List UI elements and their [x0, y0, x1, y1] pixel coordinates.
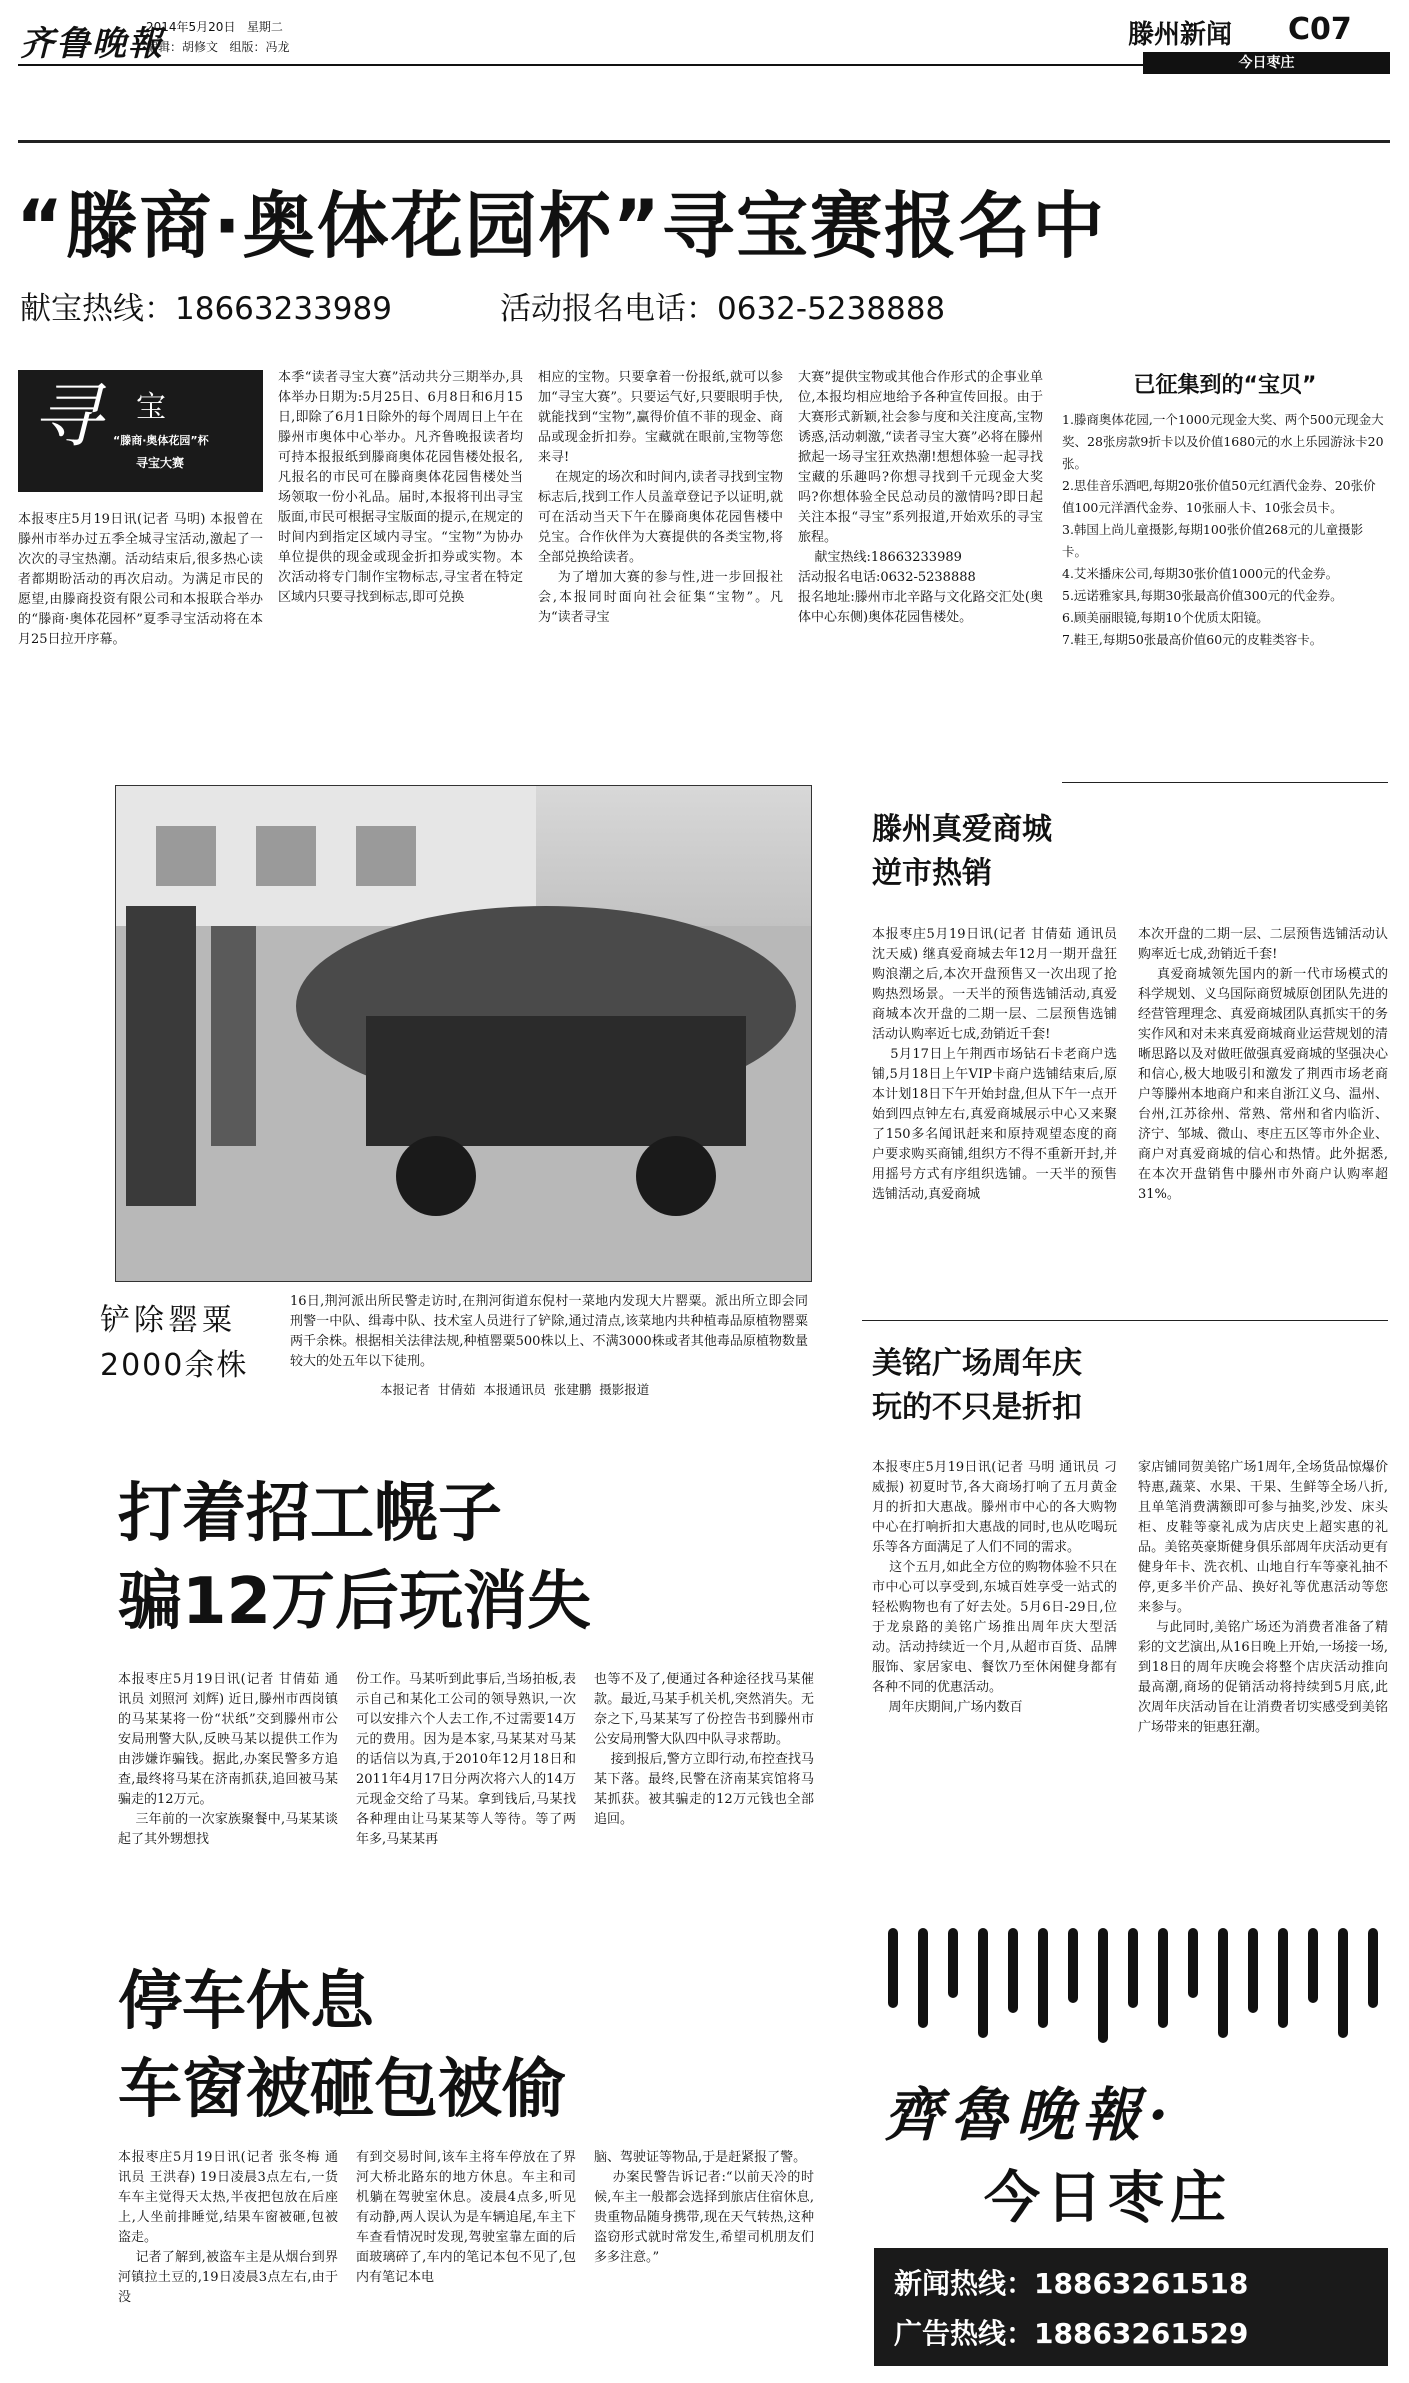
photo-cart [366, 1016, 746, 1146]
prize-list [1062, 368, 1388, 728]
treasure-col-1: 本报枣庄5月19日讯(记者 马明) 本报曾在滕州市举办过五季全城寻宝活动,激起了一次次的寻宝热潮。活动结束后,很多热心读者都期盼活动的再次启动。为满足市民的愿望,由滕商投资有限公司和本报联合举办的“滕商·奥体花园杯”夏季寻宝活动将在本月25日拉开序幕。 [18, 512, 263, 647]
poppy-photo-illustration [116, 786, 811, 1281]
ad-hotline-panel [874, 2248, 1388, 2366]
poppy-title-1: 铲除罂粟 [100, 1303, 236, 1338]
signup-label: 活动报名电话：0632-5238888 [500, 291, 946, 327]
hotline-label: 献宝热线：18663233989 [20, 291, 392, 327]
photo-person [126, 906, 196, 1206]
newspaper-ad [874, 1918, 1388, 2368]
ad-hotline: 广告热线：18863261529 [894, 2317, 1249, 2350]
poppy-credit: 本报记者 甘倩茹 本报通讯员 张建鹏 摄影报道 [380, 1382, 650, 1397]
main-headline: “滕商·奥体花园杯”寻宝赛报名中 [16, 184, 1106, 268]
treasure-col-2: 本季“读者寻宝大赛”活动共分三期举办,具体举办日期为:5月25日、6月8日和6月15日,即除了6月1日除外的每个周周日上午在滕州市奥体中心举办。凡齐鲁晚报读者均可持本报报纸到滕商奥体花园售楼处报名,凡报名的市民可在滕商奥体花园售楼处当场领取一份小礼品。届时,本报将刊出寻宝版面,市民可根据寻宝版面的提示,在规定的时间内到指定区域内寻宝。“宝物”为协办单位提供的现金或现金折扣券或实物。本次活动将专门制作宝物标志,寻宝者在特定区域内只要寻找到标志,即可兑换 [278, 370, 523, 605]
photo-person [211, 926, 256, 1146]
prize-item: 7.鞋王,每期50张最高价值60元的皮鞋类容卡。 [1062, 632, 1323, 647]
jieyue-col-1: 本报枣庄5月19日讯(记者 马明 通讯员 刁威振) 初夏时节,各大商场打响了五月黄金月的折扣大惠战。滕州市中心的各大购物中心在打响折扣大惠战的同时,也从吃喝玩乐等各方面满足了人们不同的需求。 这个五月,如此全方位的购物体验不只在市中心可以享受到,东城百姓享受一站式的轻松购物也有了好去处。5月6日-29日,位于龙泉路的美铭广场推出周年庆大型活动。活动持续近一个月,从超市百货、品牌服饰、家居家电、餐饮乃至休闲健身都有各种不同的优惠活动。 周年庆期间,广场内数百 [872, 1460, 1117, 1715]
prize-item: 4.艾米播床公司,每期30张价值1000元的代金券。 [1062, 566, 1339, 581]
prize-item: 3.韩国上尚儿童摄影,每期100张价值268元的儿童摄影卡。 [1062, 522, 1364, 559]
poppy-photo [115, 785, 812, 1282]
ad-region: 今日枣庄 [984, 2166, 1232, 2231]
mall-title-1: 滕州真爱商城 [872, 812, 1052, 847]
mall-title-2: 逆市热销 [872, 856, 992, 891]
prize-item: 5.远诺雅家具,每期30张最高价值300元的代金券。 [1062, 588, 1343, 603]
jieyue-col-2: 家店铺同贺美铭广场1周年,全场货品惊爆价特惠,蔬菜、水果、干果、生鲜等全场八折,且单笔消费满额即可参与抽奖,沙发、床头柜、皮鞋等豪礼成为店庆史上超实惠的礼品。美铭英豪斯健身俱乐部周年庆活动更有健身年卡、洗衣机、山地自行车等豪礼抽不停,更多半价产品、换好礼等优惠活动等您来参与。 与此同时,美铭广场还为消费者准备了精彩的文艺演出,从16日晚上开始,一场接一场,到18日的周年庆晚会将整个店庆活动推向最高潮,商场的促销活动将持续到5月底,此次周年庆活动旨在让消费者切实感受到美铭广场带来的钜惠狂潮。 [1138, 1460, 1388, 1735]
page-number: C07 [1288, 12, 1352, 47]
poppy-body: 16日,荆河派出所民警走访时,在荆河街道东倪村一菜地内发现大片罂粟。派出所立即会同刑警一中队、缉毒中队、技术室人员进行了铲除,通过清点,该菜地内共种植毒品原植物罂粟两千余株。根据相关法律法规,种植罂粟500株以上、不满3000株或者其他毒品原植物数量较大的处五年以下徒刑。 [290, 1294, 808, 1369]
prize-item: 6.顾美丽眼镜,每期10个优质太阳镜。 [1062, 610, 1269, 625]
section-name: 滕州新闻 [1128, 20, 1233, 50]
cup-name: “滕商·奥体花园”杯 [113, 434, 209, 447]
photo-window [356, 826, 416, 886]
treasure-logo-char: 寻 [32, 375, 102, 457]
treasure-col-4: 大赛”提供宝物或其他合作形式的企事业单位,本报均相应地给予各种宣传回报。由于大赛形式新颖,社会参与度和关注度高,宝物诱惑,活动刺激,“读者寻宝大赛”必将在滕州掀起一场寻宝狂欢热潮!想想体验一起寻找宝藏的乐趣吗?你想寻找到千元现金大奖吗?你想体验全民总动员的激情吗?即日起关注本报“寻宝”系列报道,开始欢乐的寻宝旅程。 献宝热线:18663233989 活动报名电话:0632-5238888 报名地址:滕州市北辛路与文化路交汇处(奥体中心东侧)奥体花园售楼处。 [798, 370, 1043, 625]
jieyue-title-1: 美铭广场周年庆 [872, 1346, 1082, 1381]
fraud-col-1: 本报枣庄5月19日讯(记者 甘倩茹 通讯员 刘照河 刘辉) 近日,滕州市西岗镇的马某某将一份“状纸”交到滕州市公安局刑警大队,反映马某以提供工作为由涉嫌诈骗钱。据此,办案民警多方追查,最终将马某在济南抓获,追回被马某骗走的12万元。 三年前的一次家族聚餐中,马某某谈起了其外甥想找 [118, 1672, 339, 1847]
event-name: 寻宝大赛 [136, 456, 185, 470]
mall-col-1: 本报枣庄5月19日讯(记者 甘倩茹 通讯员 沈天威) 继真爱商城去年12月一期开盘狂购浪潮之后,本次开盘预售又一次出现了抢购热烈场景。一天半的预售选铺活动,真爱商城本次开盘的二期一层、二层预售选铺活动认购率近七成,劲销近千套! 5月17日上午荆西市场钻石卡老商户选铺,5月18日上午VIP卡商户选铺结束后,原本计划18日下午开始封盘,但从下午一点开始到四点钟左右,真爱商城展示中心又来聚了150多名闻讯赶来和原持观望态度的商户要求购买商铺,组织方不得不重新开封,并用摇号方式有序组织选铺。一天半的预售选铺活动,真爱商城 [872, 927, 1117, 1202]
poppy-title-2: 2000余株 [100, 1348, 249, 1383]
parking-col-2: 有到交易时间,该车主将车停放在了界河大桥北路东的地方休息。车主和司机躺在驾驶室休息。凌晨4点多,听见有动静,两人误认为是车辆追尾,车主下车查看情况时发现,驾驶室靠左面的后面玻璃碎了,车内的笔记本包不见了,包内有笔记本电 [356, 2150, 576, 2285]
ad-brand: 齊魯晚報· [884, 2081, 1177, 2149]
parking-col-1: 本报枣庄5月19日讯(记者 张冬梅 通讯员 王洪春) 19日凌晨3点左右,一货车车主觉得天太热,半夜把包放在后座上,人坐前排睡觉,结果车窗被砸,包被盗走。 记者了解到,被盗车主是从烟台到界河镇拉土豆的,19日凌晨3点左右,由于没 [118, 2150, 339, 2305]
photo-window [156, 826, 216, 886]
photo-wheel [636, 1136, 716, 1216]
treasure-logo-box [18, 370, 263, 492]
fraud-title [118, 1470, 591, 1646]
jieyue-divider [862, 1320, 1388, 1321]
prize-item: 1.滕商奥体花园,一个1000元现金大奖、两个500元现金大奖、28张房款9折卡以及价值1680元的水上乐园游泳卡20张。 [1062, 412, 1384, 471]
hanging-pattern-icon [874, 1918, 1388, 2058]
parking-title [118, 1958, 566, 2134]
top-divider [18, 140, 1390, 143]
news-hotline: 新闻热线：18863261518 [894, 2267, 1249, 2300]
photo-wheel [396, 1136, 476, 1216]
treasure-col-3: 相应的宝物。只要拿着一份报纸,就可以参加“寻宝大赛”。只要运气好,只要眼明手快,就能找到“宝物”,赢得价值不菲的现金、商品或现金折扣券。宝藏就在眼前,宝物等您来寻! 在规定的场次和时间内,读者寻找到宝物标志后,找到工作人员盖章登记予以证明,就可在活动当天下午在滕商奥体花园售楼中兑宝。合作伙伴为大赛提供的各类宝物,将全部兑换给读者。 为了增加大赛的参与性,进一步回报社会,本报同时面向社会征集“宝物”。凡为“读者寻宝 [538, 370, 783, 625]
masthead-rule [18, 64, 1143, 66]
jieyue-title-2: 玩的不只是折扣 [872, 1390, 1082, 1425]
masthead [18, 12, 1390, 72]
parking-title-1: 停车休息 [118, 1965, 374, 2039]
issue-date: 2014年5月20日 星期二 [146, 20, 283, 34]
mall-col-2: 本次开盘的二期一层、二层预售选铺活动认购率近七成,劲销近千套! 真爱商城领先国内的新一代市场模式的科学规划、义乌国际商贸城原创团队先进的经营管理理念、真爱商城团队真抓实干的务实作风和对未来真爱商城商业运营规划的清晰思路以及对做旺做强真爱商城的坚强决心和信心,极大地吸引和激发了荆西市场老商户等滕州本地商户和来自浙江义乌、温州、台州,江苏徐州、常熟、常州和省内临沂、济宁、邹城、微山、枣庄五区等市外企业、商户对真爱商城的信心和热情。此外据悉,在本次开盘销售中滕州市外商户认购率超31%。 [1138, 927, 1388, 1202]
fraud-title-1: 打着招工幌子 [118, 1477, 502, 1551]
parking-col-3: 脑、驾驶证等物品,于是赶紧报了警。 办案民警告诉记者:“以前天冷的时候,车主一般都会选择到旅店住宿休息,贵重物品随身携带,现在天气转热,这种盗窃形式就时常发生,希望司机朋友们多多注意。” [594, 2150, 815, 2265]
prize-item: 2.思佳音乐酒吧,每期20张价值50元红酒代金券、20张价值100元洋酒代金券、10张丽人卡、10张会员卡。 [1062, 478, 1376, 515]
parking-title-2: 车窗被砸包被偷 [118, 2053, 566, 2127]
mall-title [872, 808, 1052, 896]
subsection-bar: 今日枣庄 [1143, 52, 1390, 74]
jieyue-title [872, 1342, 1082, 1430]
fraud-title-2: 骗12万后玩消失 [118, 1565, 592, 1639]
treasure-logo-char2: 宝 [136, 390, 166, 425]
fraud-col-3: 也等不及了,便通过各种途径找马某催款。最近,马某手机关机,突然消失。无奈之下,马某某写了份控告书到滕州市公安局刑警大队四中队寻求帮助。 接到报后,警方立即行动,布控查找马某下落。最终,民警在济南某宾馆将马某抓获。被其骗走的12万元钱也全部追回。 [594, 1672, 815, 1827]
fraud-col-2: 份工作。马某听到此事后,当场拍板,表示自己和某化工公司的领导熟识,一次可以安排六个人去工作,不过需要14万元的费用。因为是本家,马某某对马某的话信以为真,于2010年12月18日和2011年4月17日分两次将六人的14万元现金交给了马某。拿到钱后,马某找各种理由让马某某等人等待。等了两年多,马某某再 [356, 1672, 576, 1847]
mall-divider [1062, 782, 1388, 783]
masthead-logo: 齐鲁晚報 [20, 24, 164, 64]
editor-credits: 编辑：胡修文 组版：冯龙 [146, 40, 290, 54]
prize-list-title: 已征集到的“宝贝” [1133, 373, 1317, 398]
photo-window [256, 826, 316, 886]
